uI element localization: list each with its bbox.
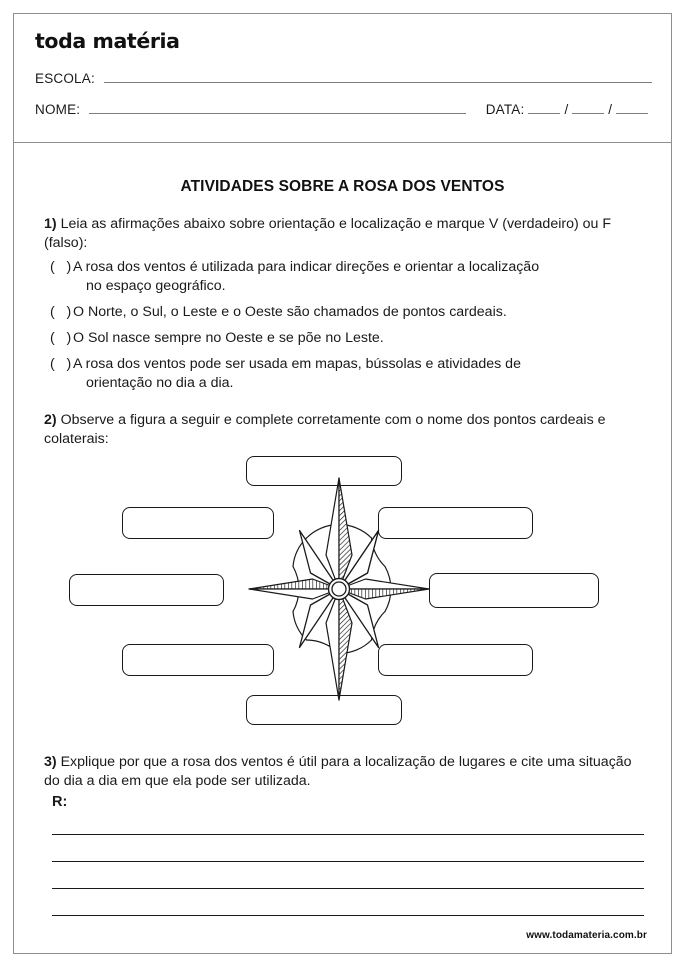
school-field-row: [35, 71, 652, 86]
name-date-field-row: [35, 102, 652, 117]
answer-line-2[interactable]: [52, 835, 644, 862]
statement-text-2: [72, 303, 650, 322]
statement-item: [50, 355, 650, 393]
worksheet-content: [14, 143, 671, 955]
question-1-number: 1): [44, 216, 57, 232]
statement-text-1: [72, 258, 650, 296]
statement-checkbox-2[interactable]: ( ): [50, 304, 72, 321]
question-1: [44, 215, 644, 253]
statement-checkbox-4[interactable]: ( ): [50, 356, 72, 373]
date-label: DATA:: [485, 102, 525, 117]
question-3: [44, 753, 644, 791]
statement-line-1b: no espaço geográfico.: [86, 278, 226, 295]
statement-line-1a: A rosa dos ventos é utilizada para indicar direções e orientar a localização: [73, 259, 540, 275]
question-3-number: 3): [44, 754, 57, 770]
worksheet-page: [13, 13, 672, 954]
answer-box-west[interactable]: [69, 574, 224, 606]
question-3-text: Explique por que a rosa dos ventos é útil para a localização de lugares e cite uma situação do dia a dia em que ela pode ser utilizada.: [44, 754, 632, 790]
compass-rose-icon: [246, 475, 432, 703]
question-2: [44, 411, 644, 449]
school-input-line[interactable]: [104, 71, 652, 83]
statement-line-4a: A rosa dos ventos pode ser usada em mapas, bússolas e atividades de: [73, 356, 521, 373]
date-month-input[interactable]: [572, 102, 604, 114]
date-slash-2: /: [608, 102, 612, 117]
site-logo: toda matéria: [35, 29, 180, 53]
answer-box-east[interactable]: [429, 573, 599, 608]
page-header: [14, 14, 671, 143]
date-day-input[interactable]: [528, 102, 560, 114]
page-title: ATIVIDADES SOBRE A ROSA DOS VENTOS: [180, 178, 505, 195]
statement-text-3: [72, 329, 650, 348]
question-1-text: Leia as afirmações abaixo sobre orientação e localização e marque V (verdadeiro) ou F (falso):: [44, 216, 612, 252]
statement-line-4b: orientação no dia a dia.: [86, 375, 234, 392]
statement-line-2a: O Norte, o Sul, o Leste e o Oeste são chamados de pontos cardeais.: [73, 304, 507, 321]
answer-line-1[interactable]: [52, 808, 644, 835]
statement-item: [50, 258, 650, 296]
statement-checkbox-1[interactable]: ( ): [50, 259, 72, 275]
answer-lines: [44, 794, 644, 916]
question-2-text: Observe a figura a seguir e complete corretamente com o nome dos pontos cardeais e colaterais:: [44, 412, 606, 448]
footer-url: www.todamateria.com.br: [526, 930, 647, 941]
date-year-input[interactable]: [616, 102, 648, 114]
statement-list: [50, 258, 650, 400]
school-label: ESCOLA:: [35, 71, 95, 86]
answer-line-4[interactable]: [52, 889, 644, 916]
statement-checkbox-3[interactable]: ( ): [50, 330, 72, 347]
question-2-number: 2): [44, 412, 57, 428]
date-slash-1: /: [564, 102, 569, 117]
statement-item: [50, 329, 650, 348]
answer-prefix-label: R:: [52, 794, 68, 810]
statement-text-4: [72, 355, 650, 393]
statement-line-3a: O Sol nasce sempre no Oeste e se põe no Leste.: [73, 330, 384, 347]
answer-line-3[interactable]: [52, 862, 644, 889]
name-label: NOME:: [35, 102, 81, 117]
compass-diagram: [14, 453, 673, 723]
name-input-line[interactable]: [89, 102, 465, 114]
statement-item: [50, 303, 650, 322]
date-field-group: [486, 102, 652, 117]
